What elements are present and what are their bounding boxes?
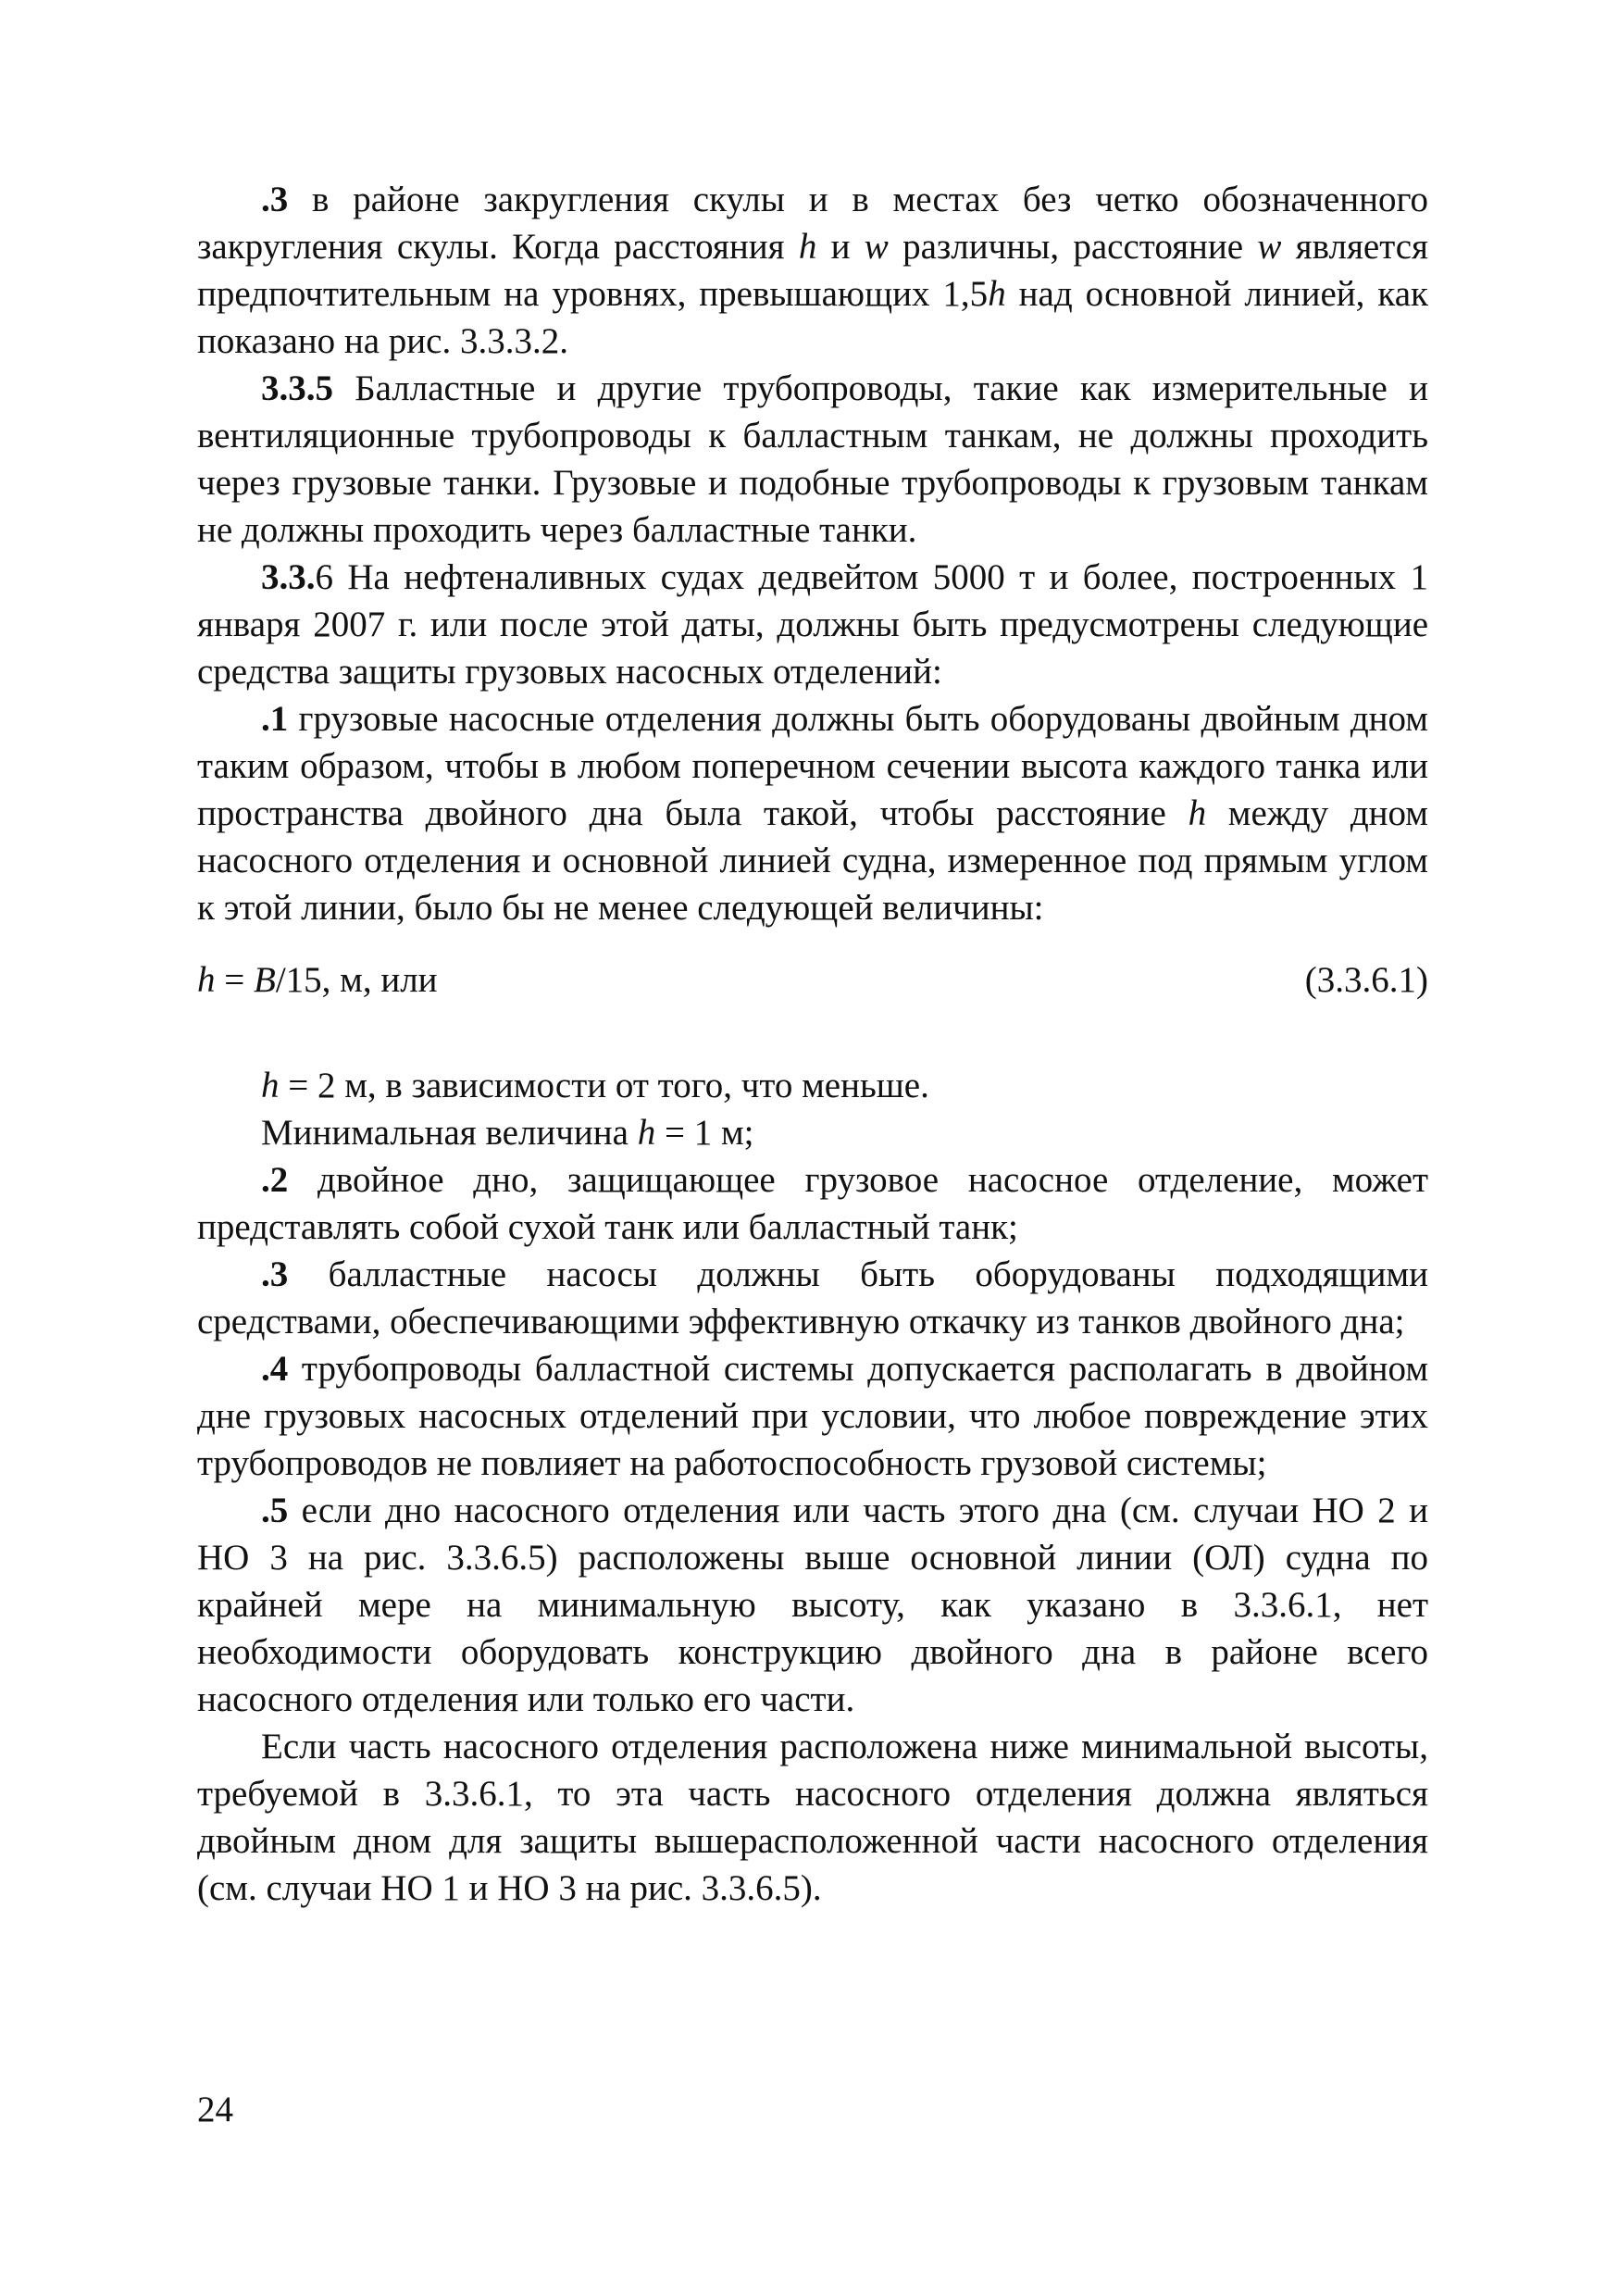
paragraph-number: .2 <box>261 1160 289 1200</box>
formula-3-3-6-1 <box>197 956 1428 1004</box>
paragraph-number: .5 <box>261 1491 289 1530</box>
paragraph <box>197 176 1428 365</box>
paragraph-text: грузовые насосные отделения должны быть оборудованы двойным дном таким образом, чтобы в любом поперечном сечении высота каждого танка или пространства двойного дна была такой, чтобы расстояние h между дном насосного отделения и основной линией судна, измеренное под прямым углом к этой линии, было бы не менее следующей величины: <box>197 699 1428 928</box>
paragraph <box>197 1062 1428 1109</box>
paragraphs-after-formula <box>197 1062 1428 1912</box>
paragraph-number: .3 <box>261 180 289 219</box>
paragraph <box>197 554 1428 695</box>
formula-number: (3.3.6.1) <box>1304 960 1428 1000</box>
paragraph <box>197 1251 1428 1345</box>
paragraph-number: .1 <box>261 699 289 739</box>
paragraph-text: Если часть насосного отделения расположена ниже минимальной высоты, требуемой в 3.3.6.1, то эта часть насосного отделения должна являться двойным дном для защиты вышерасположенной части насосного отделения (см. случаи НО 1 и НО 3 на рис. 3.3.6.5). <box>197 1727 1428 1908</box>
paragraph-number: .4 <box>261 1349 289 1389</box>
paragraph <box>197 1487 1428 1723</box>
paragraph <box>197 1723 1428 1912</box>
paragraph-text: h = 2 м, в зависимости от того, что меньше. <box>261 1066 929 1105</box>
page-number: 24 <box>197 2090 233 2129</box>
paragraph <box>197 1109 1428 1156</box>
paragraph-text: если дно насосного отделения или часть этого дна (см. случаи НО 2 и НО 3 на рис. 3.3.6.5) расположены выше основной линии (ОЛ) судна по крайней мере на минимальную высоту, как указано в 3.3.6.1, нет необходимости оборудовать конструкцию двойного дна в районе всего насосного отделения или только его части. <box>197 1491 1428 1719</box>
paragraph-number: 3.3.5 <box>261 368 333 408</box>
paragraph-text: балластные насосы должны быть оборудованы подходящими средствами, обеспечивающими эффективную откачку из танков двойного дна; <box>197 1254 1428 1341</box>
paragraph-text: двойное дно, защищающее грузовое насосное отделение, может представлять собой сухой танк или балластный танк; <box>197 1160 1428 1247</box>
body-text <box>197 176 1428 1912</box>
formula-expression: h = B/15, м, или <box>197 960 438 1000</box>
paragraph-number: .3 <box>261 1254 289 1294</box>
paragraph <box>197 365 1428 554</box>
paragraph-number: 3.3. <box>261 557 316 597</box>
paragraph-text: Балластные и другие трубопроводы, такие как измерительные и вентиляционные трубопроводы к балластным танкам, не должны проходить через грузовые танки. Грузовые и подобные трубопроводы к грузовым танкам не должны проходить через балластные танки. <box>197 368 1428 550</box>
paragraph <box>197 695 1428 931</box>
paragraph <box>197 1345 1428 1487</box>
paragraph-text: в районе закругления скулы и в местах без четко обозначенного закругления скулы. Когда расстояния h и w различны, расстояние w является предпочтительным на уровнях, превышающих 1,5h над основной линией, как показано на рис. 3.3.3.2. <box>197 180 1429 361</box>
paragraph-text: 6 На нефтеналивных судах дедвейтом 5000 т и более, построенных 1 января 2007 г. или после этой даты, должны быть предусмотрены следующие средства защиты грузовых насосных отделений: <box>197 557 1428 692</box>
paragraph <box>197 1156 1428 1251</box>
paragraph-text: трубопроводы балластной системы допускается располагать в двойном дне грузовых насосных отделений при условии, что любое повреждение этих трубопроводов не повлияет на работоспособность грузовой системы; <box>197 1349 1428 1483</box>
paragraph-text: Минимальная величина h = 1 м; <box>261 1113 754 1153</box>
paragraphs-before-formula <box>197 176 1428 931</box>
